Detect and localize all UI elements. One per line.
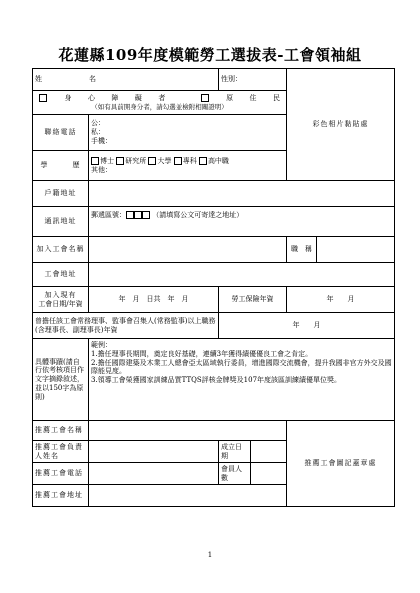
phone-mobile-label: 手機： <box>91 136 112 145</box>
achievement-item: 1.擔任理事長期間，奠定良好基礎，連續3年獲得績優優良工會之肯定。 <box>91 349 313 358</box>
edu-option-college: 專科 <box>182 156 197 165</box>
union-address-field[interactable] <box>89 263 395 287</box>
photo-label: 彩色相片黏貼處 <box>312 120 369 129</box>
founded-date-field[interactable] <box>251 441 287 463</box>
recommend-leader-label: 推薦工會負責人姓名 <box>33 441 89 463</box>
household-address-label: 戶籍地址 <box>33 181 89 207</box>
prior-positions-field[interactable]: 年 月 <box>219 313 395 339</box>
recommend-phone-field[interactable] <box>89 463 219 485</box>
identity-checkbox-aboriginal[interactable] <box>201 94 209 102</box>
edu-option-highschool: 高中職 <box>207 156 229 165</box>
application-form <box>32 68 395 507</box>
founded-date-label: 成立日期 <box>219 441 251 463</box>
join-date-field[interactable]: 年 月 日共 年 月 <box>89 287 219 313</box>
recommend-address-field[interactable] <box>89 485 287 507</box>
edu-option-phd: 博士 <box>100 156 114 165</box>
identity-note: （如有具前開身分者，請勾選並檢附相關證明） <box>91 102 228 111</box>
achievements-label: 具體事蹟(請自行依考核項目作文字摘錄敘述，並以150字為原則) <box>33 339 89 421</box>
zip-label: 郵遞區號： <box>91 211 126 219</box>
achievements-example-header: 範例： <box>91 341 112 349</box>
labor-insurance-field[interactable]: 年 月 <box>287 287 395 313</box>
labor-insurance-label: 勞工保險年資 <box>219 287 287 313</box>
achievement-item: 2.擔任國際建築及木業工人總會亞太區域執行委員，增進國際交流機會，提升我國非官方外交及國際能見度。 <box>91 358 392 376</box>
union-address-label: 工會地址 <box>33 263 89 287</box>
position-label: 職 稱 <box>287 237 317 263</box>
members-field[interactable] <box>251 463 287 485</box>
achievements-field[interactable] <box>89 339 395 421</box>
contact-phone-label: 聯絡電話 <box>33 115 89 151</box>
edu-checkbox-graduate[interactable] <box>116 157 124 165</box>
page-title: 花蓮縣109年度模範勞工選拔表-工會領袖組 <box>58 46 362 64</box>
identity-checkbox-disabled[interactable] <box>39 94 47 102</box>
achievement-item: 3.領導工會榮獲國家訓練品質TTQS評核金牌獎及107年度該區訓練績優單位獎。 <box>91 376 342 384</box>
photo-area[interactable] <box>287 69 395 181</box>
identity-option-aboriginal: 原住民 <box>209 94 281 103</box>
edu-option-university: 大學 <box>157 156 172 165</box>
mailing-address-note: （請填寫公文可寄達之地址） <box>152 211 244 219</box>
seal-label: 推薦工會圖記蓋章處 <box>304 459 377 468</box>
gender-field[interactable] <box>219 69 287 91</box>
education-field <box>89 151 287 181</box>
zip-box-2[interactable] <box>134 211 142 219</box>
recommend-address-label: 推薦工會地址 <box>33 485 89 507</box>
household-address-field[interactable] <box>89 181 395 207</box>
identity-option-disabled: 身心障礙者 <box>48 94 182 103</box>
page-number: 1 <box>207 551 213 559</box>
recommend-union-name-label: 推薦工會名稱 <box>33 421 89 441</box>
mailing-address-field[interactable] <box>89 207 395 237</box>
union-name-label: 加入工會名稱 <box>33 237 89 263</box>
recommend-leader-field[interactable] <box>89 441 219 463</box>
edu-option-graduate: 研究所 <box>125 156 147 165</box>
recommend-union-name-field[interactable] <box>89 421 287 441</box>
edu-other-label: 其他： <box>91 165 112 174</box>
union-name-field[interactable] <box>89 237 287 263</box>
seal-area[interactable] <box>287 421 395 507</box>
name-label: 姓 名 <box>35 75 97 84</box>
phone-home-label: 私： <box>91 128 105 137</box>
education-label: 學 歷 <box>33 151 89 181</box>
position-field[interactable] <box>317 237 395 263</box>
recommend-phone-label: 推薦工會電話 <box>33 463 89 485</box>
members-label: 會員人數 <box>219 463 251 485</box>
edu-checkbox-phd[interactable] <box>91 157 99 165</box>
zip-box-1[interactable] <box>126 211 134 219</box>
edu-checkbox-college[interactable] <box>174 157 182 165</box>
identity-field <box>33 91 287 115</box>
contact-phone-field[interactable] <box>89 115 287 151</box>
phone-office-label: 公： <box>91 119 105 128</box>
zip-box-3[interactable] <box>142 211 150 219</box>
edu-checkbox-university[interactable] <box>148 157 156 165</box>
join-date-label: 加入現有 工會日期/年資 <box>33 287 89 313</box>
name-field[interactable] <box>33 69 219 91</box>
prior-positions-label: 曾擔任該工會常務理事、監事會召集人(常務監事)以上職務(含理事長、副理事長)年資 <box>33 313 219 339</box>
gender-label: 性別： <box>221 75 243 84</box>
mailing-address-label: 通訊地址 <box>33 207 89 237</box>
edu-checkbox-highschool[interactable] <box>199 157 207 165</box>
